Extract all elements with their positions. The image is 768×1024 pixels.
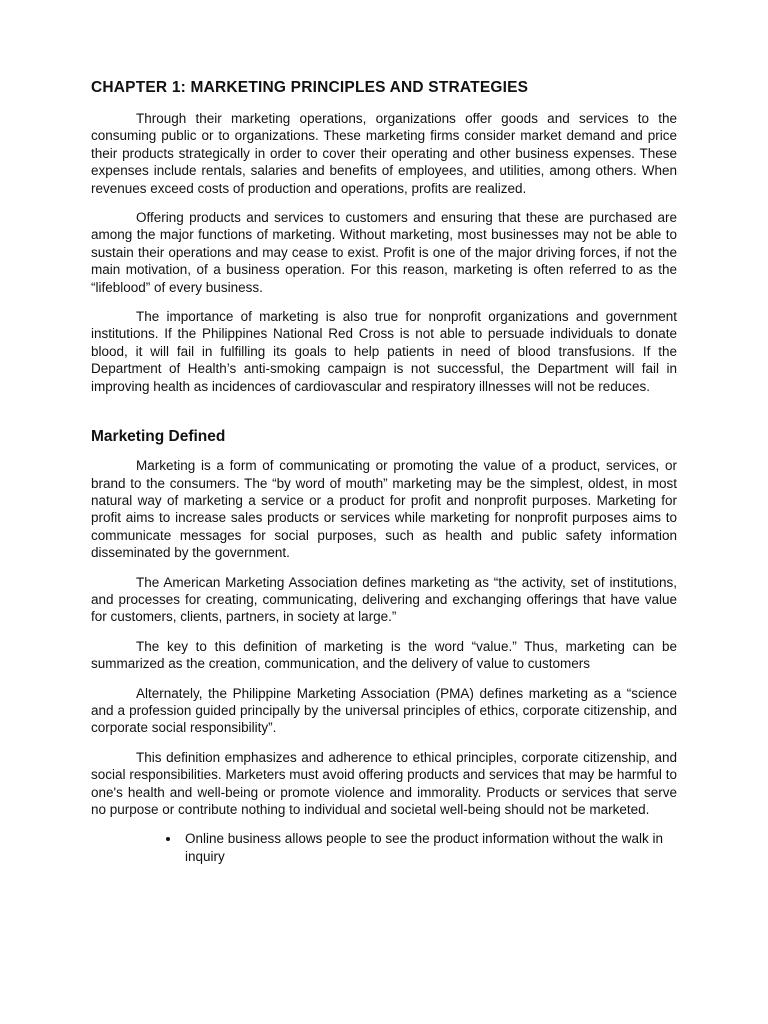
section-paragraph-4: Alternately, the Philippine Marketing Association (PMA) defines marketing as a “science and a profession guided principally by the universal principles of ethics, corporate citizenship, and corporate social responsibility”. [91, 685, 677, 736]
section-heading: Marketing Defined [91, 428, 226, 446]
bullet-item: • Online business allows people to see the product information without the walk in inquiry [181, 830, 677, 865]
section-paragraph-1: Marketing is a form of communicating or promoting the value of a product, services, or brand to the consumers. The “by word of mouth” marketing may be the simplest, oldest, in most natural way of marketing a service or a product for profit and nonprofit purposes. Marketing for profit aims to increase sales products or services while marketing for nonprofit purposes aims to communicate messages for social purposes, such as health and public safety information disseminated by the government. [91, 458, 677, 561]
chapter-title: CHAPTER 1: MARKETING PRINCIPLES AND STRATEGIES [91, 79, 529, 96]
intro-paragraph-1: Through their marketing operations, organizations offer goods and services to the consuming public or to organizations. These marketing firms consider market demand and price their products strategically in order to cover their operating and other business expenses. These expenses include rentals, salaries and benefits of employees, and utilities, among others. When revenues exceed costs of production and operations, profits are realized. [91, 111, 677, 196]
section-paragraph-3: The key to this definition of marketing is the word “value.” Thus, marketing can be summarized as the creation, communication, and the delivery of value to customers [91, 638, 677, 672]
document-page [91, 78, 677, 865]
intro-paragraph-3: The importance of marketing is also true for nonprofit organizations and government institutions. If the Philippines National Red Cross is not able to persuade individuals to donate blood, it will fail in fulfilling its goals to help patients in need of blood transfusions. If the Department of Health’s anti-smoking campaign is not successful, the Department will fail in improving health as incidences of cardiovascular and respiratory illnesses will not be reduces. [91, 309, 677, 394]
bullet-list [91, 830, 677, 865]
intro-paragraph-2: Offering products and services to customers and ensuring that these are purchased are among the major functions of marketing. Without marketing, most businesses may not be able to sustain their operations and may cease to exist. Profit is one of the major driving forces, if not the main motivation, of a business operation. For this reason, marketing is often referred to as the “lifeblood” of every business. [91, 210, 677, 295]
section-paragraph-5: This definition emphasizes and adherence to ethical principles, corporate citizenship, and social responsibilities. Marketers must avoid offering products and services that may be harmful to one's health and well-being or promote violence and immorality. Products or services that serve no purpose or contribute nothing to individual and societal well-being should not be marketed. [91, 749, 677, 817]
section-paragraph-2: The American Marketing Association defines marketing as “the activity, set of institutions, and processes for creating, communicating, delivering and exchanging offerings that have value for customers, clients, partners, in society at large.” [91, 574, 677, 625]
